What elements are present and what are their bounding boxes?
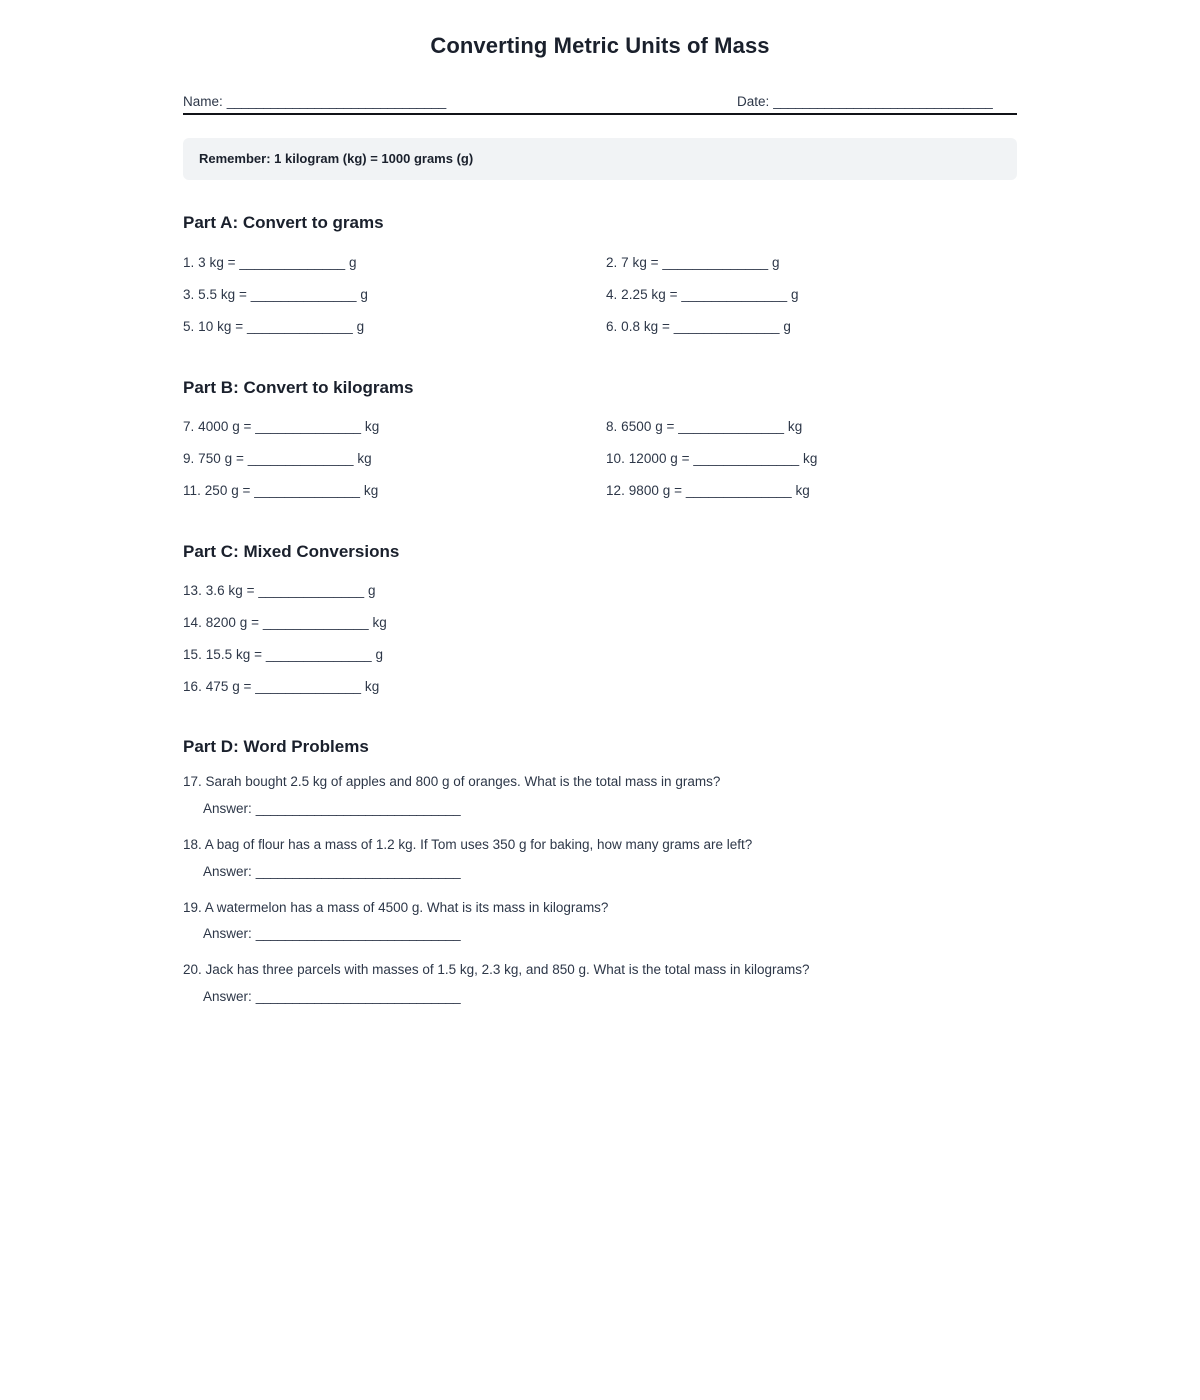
problem-item[interactable]: 5. 10 kg = ______________ g — [183, 318, 365, 334]
word-problem-question: 17. Sarah bought 2.5 kg of apples and 800 g of oranges. What is the total mass in grams? — [183, 773, 721, 789]
answer-write-line[interactable]: ____________________________ — [255, 863, 461, 879]
answer-write-line[interactable]: ____________________________ — [255, 800, 461, 816]
section-heading-part-b: Part B: Convert to kilograms — [183, 377, 414, 397]
remember-callout: Remember: 1 kilogram (kg) = 1000 grams (g) — [183, 138, 1017, 181]
word-problem-answer-row[interactable] — [203, 799, 1017, 820]
word-problem-answer-row[interactable] — [203, 924, 1017, 945]
problem-item[interactable]: 8. 6500 g = ______________ kg — [606, 418, 803, 434]
problem-item[interactable]: 14. 8200 g = ______________ kg — [183, 614, 387, 630]
answer-write-line[interactable]: ____________________________ — [255, 926, 461, 942]
word-problem-question: 20. Jack has three parcels with masses of 1.5 kg, 2.3 kg, and 850 g. What is the total mass in kilograms? — [183, 962, 810, 978]
section-part-b — [183, 377, 1017, 507]
word-problem-item — [183, 835, 1017, 883]
name-write-line[interactable]: ______________________________ — [226, 93, 447, 109]
problem-item[interactable]: 11. 250 g = ______________ kg — [183, 482, 379, 498]
problem-grid-part-c — [183, 575, 1017, 703]
section-part-d — [183, 736, 1017, 1008]
word-problem-question: 18. A bag of flour has a mass of 1.2 kg. If Tom uses 350 g for baking, how many grams are left? — [183, 836, 753, 852]
date-write-line[interactable]: ______________________________ — [773, 93, 993, 109]
problem-item[interactable]: 6. 0.8 kg = ______________ g — [606, 318, 791, 334]
worksheet-content — [183, 0, 1017, 1023]
problem-item[interactable]: 16. 475 g = ______________ kg — [183, 678, 380, 694]
answer-label: Answer: — [203, 926, 252, 942]
name-field[interactable] — [183, 94, 446, 109]
problem-item[interactable]: 1. 3 kg = ______________ g — [183, 254, 357, 270]
section-heading-part-a: Part A: Convert to grams — [183, 213, 384, 233]
answer-label: Answer: — [203, 989, 252, 1005]
page-title: Converting Metric Units of Mass — [430, 33, 770, 58]
section-heading-part-d: Part D: Word Problems — [183, 736, 369, 756]
problem-item[interactable]: 3. 5.5 kg = ______________ g — [183, 286, 368, 302]
answer-label: Answer: — [203, 863, 252, 879]
problem-grid-part-b — [183, 411, 1017, 507]
answer-label: Answer: — [203, 800, 252, 816]
problem-item[interactable]: 7. 4000 g = ______________ kg — [183, 418, 380, 434]
name-date-row — [183, 83, 1017, 109]
problem-item[interactable]: 10. 12000 g = ______________ kg — [606, 450, 818, 466]
word-problem-item — [183, 772, 1017, 820]
problem-item[interactable]: 4. 2.25 kg = ______________ g — [606, 286, 799, 302]
section-part-c — [183, 541, 1017, 703]
problem-item[interactable]: 13. 3.6 kg = ______________ g — [183, 582, 376, 598]
word-problem-item — [183, 960, 1017, 1008]
word-problem-question: 19. A watermelon has a mass of 4500 g. What is its mass in kilograms? — [183, 899, 609, 915]
section-heading-part-c: Part C: Mixed Conversions — [183, 541, 400, 561]
problem-item[interactable]: 2. 7 kg = ______________ g — [606, 254, 780, 270]
date-label: Date: — [737, 93, 770, 109]
name-label: Name: — [183, 93, 223, 109]
word-problem-list — [183, 772, 1017, 1008]
problem-grid-part-a — [183, 247, 1017, 343]
word-problem-answer-row[interactable] — [203, 987, 1017, 1008]
word-problem-answer-row[interactable] — [203, 862, 1017, 883]
date-field[interactable] — [737, 94, 993, 109]
problem-item[interactable]: 12. 9800 g = ______________ kg — [606, 482, 810, 498]
problem-item[interactable]: 9. 750 g = ______________ kg — [183, 450, 372, 466]
answer-write-line[interactable]: ____________________________ — [255, 989, 461, 1005]
header-divider — [183, 113, 1017, 115]
section-part-a — [183, 212, 1017, 342]
problem-item[interactable]: 15. 15.5 kg = ______________ g — [183, 646, 384, 662]
word-problem-item — [183, 898, 1017, 946]
